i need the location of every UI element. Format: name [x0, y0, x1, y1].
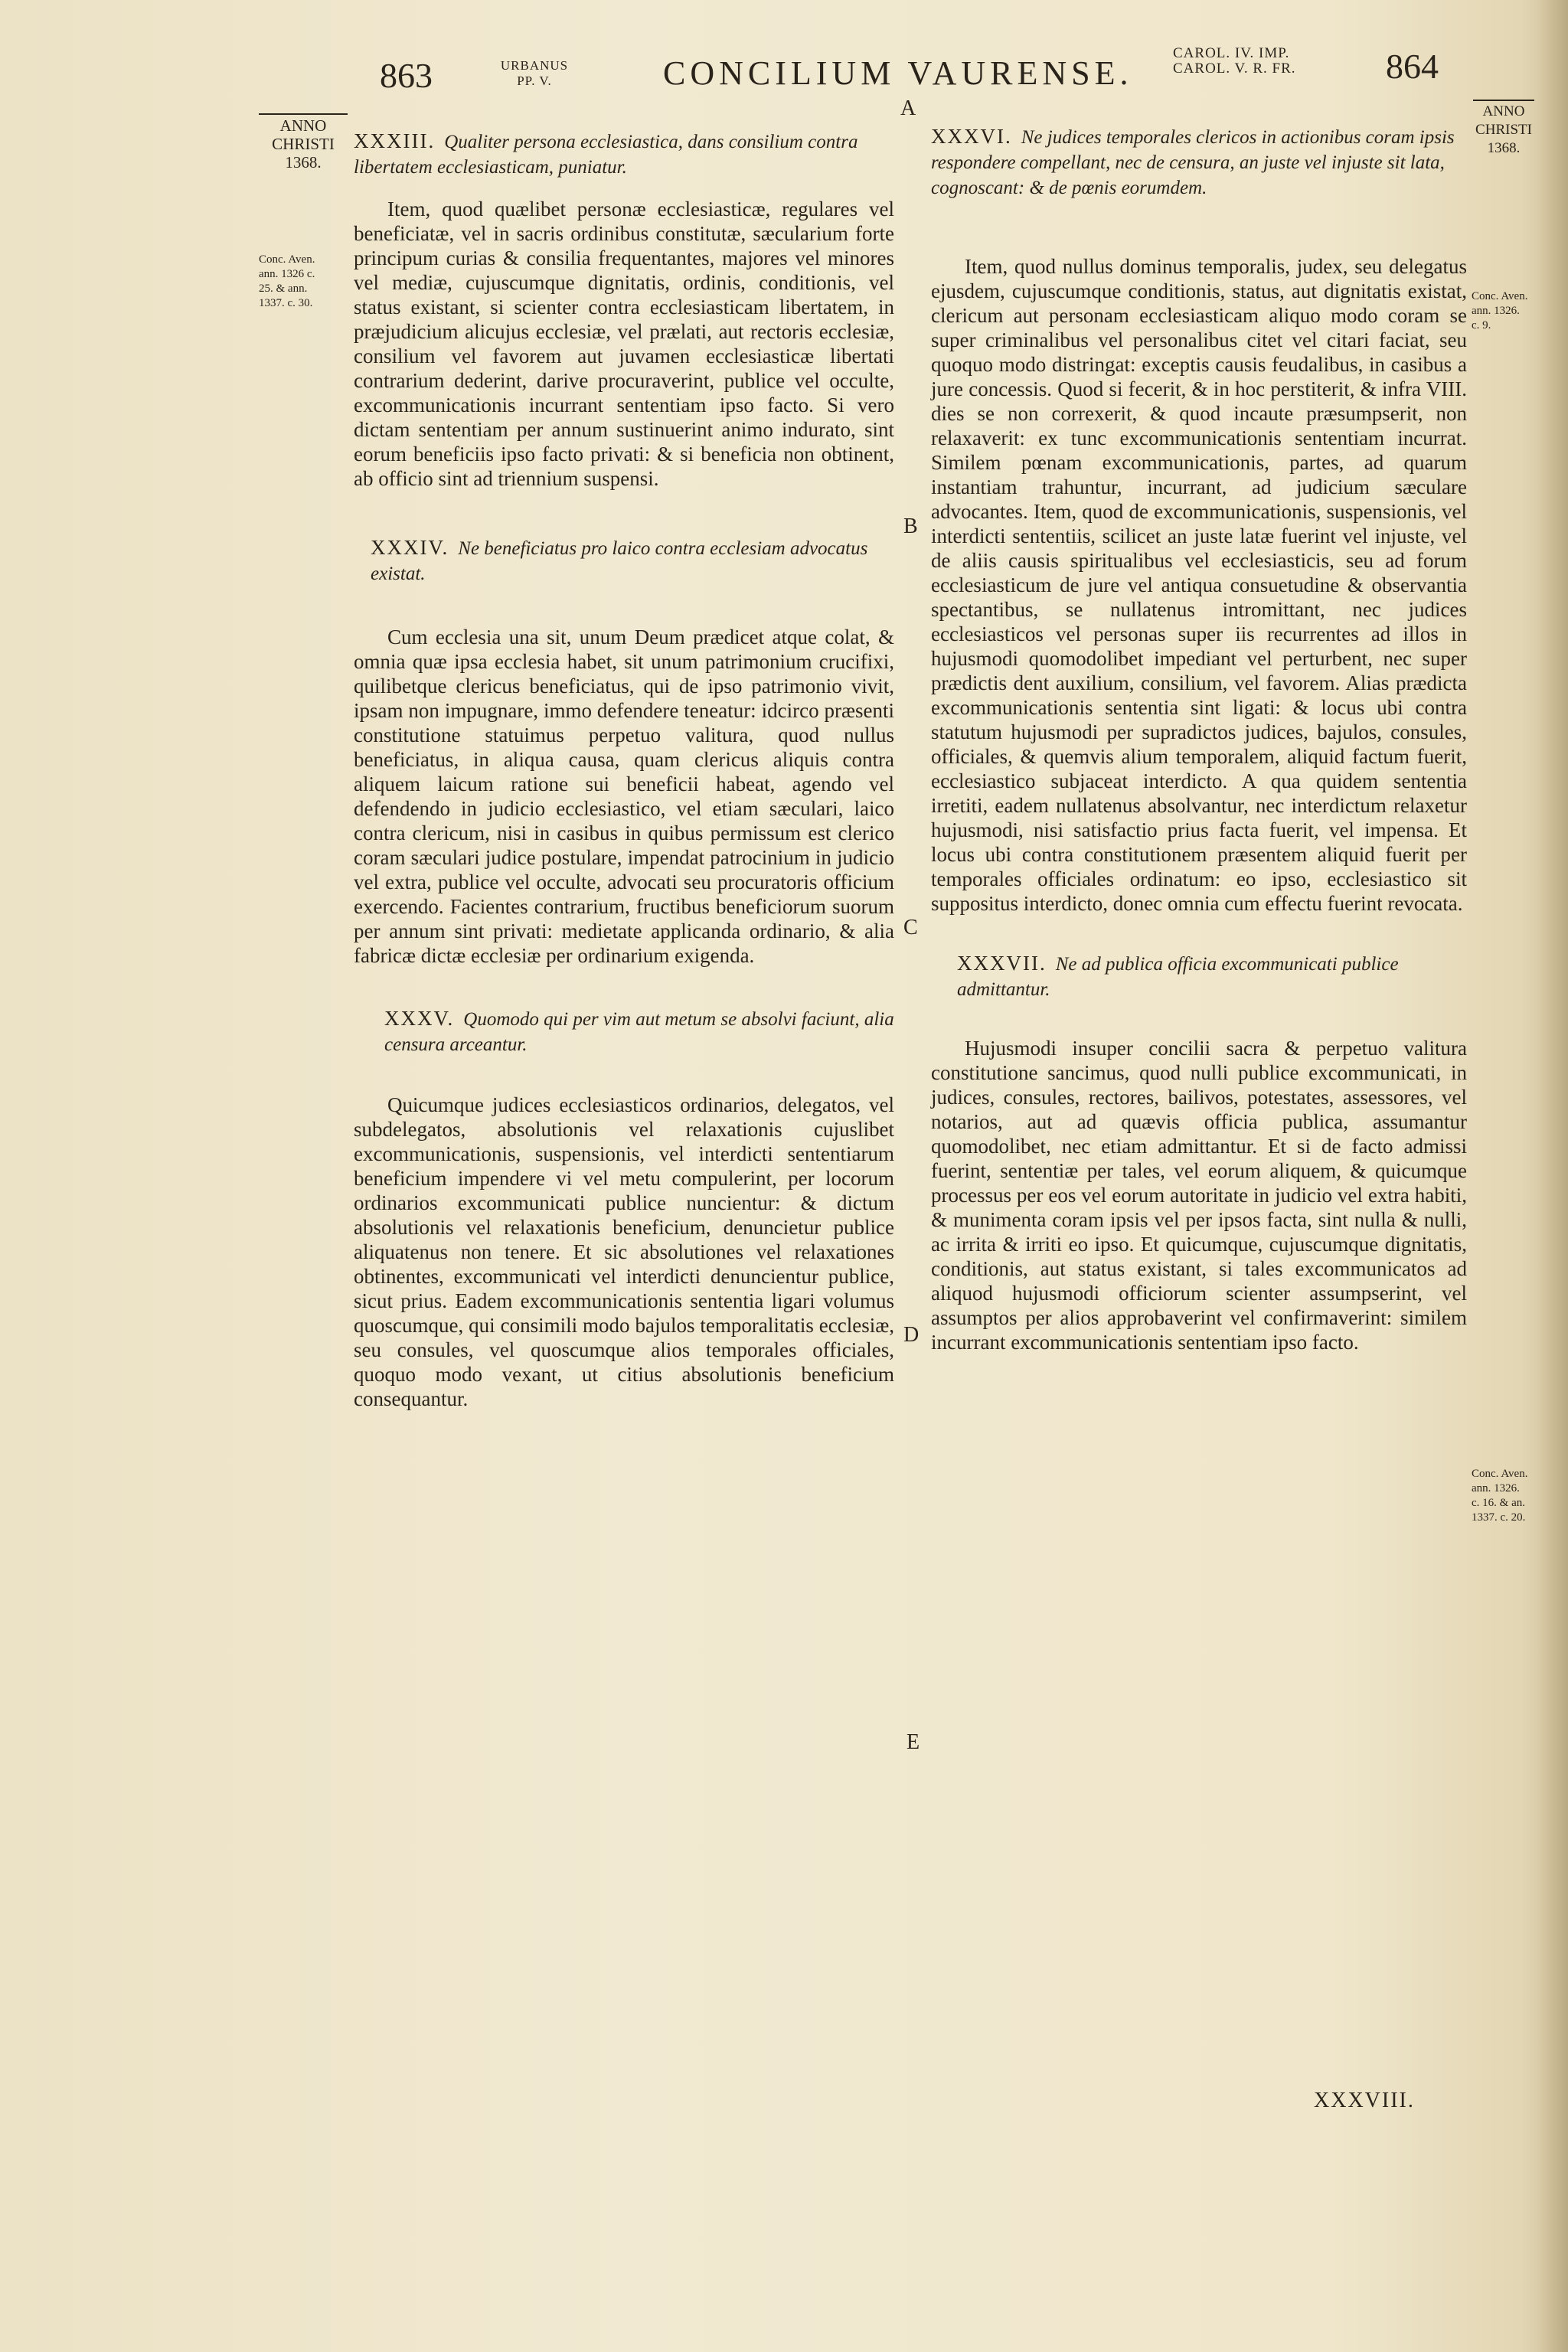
anno-rule	[259, 113, 348, 115]
section-title: Ne beneficiatus pro laico contra ecclesiam advocatus existat.	[371, 538, 868, 584]
anno-line: CHRISTI	[1475, 122, 1532, 138]
folio-left: 863	[380, 56, 433, 95]
running-head-carol	[1173, 46, 1341, 77]
margin-note-line: c. 9.	[1472, 319, 1491, 332]
section-letter-e: E	[906, 1730, 920, 1754]
running-title: CONCILIUM VAURENSE.	[663, 54, 1133, 92]
section-text-xxxiii	[354, 197, 894, 491]
margin-note-left-1	[259, 253, 354, 311]
anno-line: 1368.	[1487, 140, 1521, 156]
anno-line: ANNO	[1482, 103, 1525, 119]
section-paragraph: Cum ecclesia una sit, unum Deum prædicet atque colat, & omnia quæ ipsa ecclesia habet, sit unum patrimonium crucifixi, quilibetque clericus beneficiatus, qui de ipso patrimonio vivit, ipsam non impugnare, immo defendere teneatur: idcirco præsenti constitutione statuimus perpetuo valitura, quod nullus beneficiatus, in aliqua causa, quam clericus aliquis contra aliquem laicum ratione sui beneficii habeat, agendo vel defendendo in judicio ecclesiastico, vel etiam sæculari, laico contra clericum, nisi in casibus in quibus permissum est clerico coram sæculari judice postulare, impendat patrocinium in judicio vel extra, publice vel occulte, advocati seu procuratoris officium exercendo. Facientes contrarium, fructibus beneficiorum suorum per annum sint privati: medietate applicanda ordinario, & alia fabricæ dictæ ecclesiæ per ordinarium exigenda.	[354, 626, 894, 967]
section-title: Ne judices temporales clericos in actionibus coram ipsis respondere compellant, nec de censura, an juste vel injuste sit lata, cognoscant: & de pœnis eorumdem.	[931, 127, 1455, 198]
left-column	[354, 129, 894, 1411]
section-number: XXXVI.	[931, 125, 1012, 148]
section-heading-xxxiii	[354, 129, 894, 180]
section-heading-xxxvii	[931, 951, 1467, 1002]
margin-note-line: ann. 1326 c.	[259, 268, 315, 280]
running-head-line: URBANUS	[500, 58, 569, 73]
margin-note-line: ann. 1326.	[1472, 1482, 1520, 1494]
anno-line: CHRISTI	[272, 135, 335, 153]
section-number: XXXIV.	[371, 536, 449, 559]
margin-note-line: Conc. Aven.	[1472, 1468, 1528, 1480]
anno-christi-right	[1473, 100, 1534, 158]
section-number: XXXVII.	[957, 952, 1047, 975]
section-letter-b: B	[903, 514, 918, 538]
margin-note-right-2	[1472, 1467, 1537, 1525]
section-text-xxxiv	[354, 625, 894, 968]
section-title: Ne ad publica officia excommunicati publice admittantur.	[957, 954, 1399, 1000]
running-head-line: PP. V.	[517, 74, 552, 88]
anno-rule	[1473, 100, 1534, 101]
right-column	[931, 124, 1467, 1354]
section-heading-xxxv	[354, 1006, 894, 1057]
anno-line: 1368.	[285, 153, 322, 172]
section-number: XXXIII.	[354, 129, 436, 152]
margin-note-line: 1337. c. 20.	[1472, 1511, 1526, 1524]
page-gutter	[1539, 0, 1568, 2352]
folio-right: 864	[1386, 47, 1439, 86]
margin-note-line: ann. 1326.	[1472, 305, 1520, 317]
margin-note-right-1	[1472, 289, 1537, 333]
catchword: XXXVIII.	[1314, 2089, 1415, 2112]
section-letter-a: A	[900, 96, 916, 120]
margin-note-line: Conc. Aven.	[1472, 290, 1528, 302]
section-paragraph: Item, quod quælibet personæ ecclesiasticæ, regulares vel beneficiatæ, vel in sacris ordinibus constitutæ, sæcularium forte principum curias & consilia frequentantes, majores vel minores vel mediæ, cujuscumque dignitatis, ordinis, conditionis, vel status existant, si scienter contra ecclesiasticam libertatem, in præjudicium alicujus ecclesiæ, vel prælati, aut rectoris ecclesiæ, consilium vel favorem aut juvamen ecclesiasticæ libertati contrarium dederint, darive procuraverint, publice vel occulte, excommunicationis incurrant sententiam ipso facto. Si vero dictam sententiam per annum sustinuerint animo indurato, sint eorum beneficiis ipso facto privati: & si beneficia non obtinent, ab officio sint ad triennium suspensi.	[354, 198, 894, 490]
margin-note-line: Conc. Aven.	[259, 253, 315, 266]
running-head-urbanus	[488, 58, 580, 89]
section-text-xxxv	[354, 1093, 894, 1411]
section-text-xxxvii	[931, 1036, 1467, 1354]
section-letter-c: C	[903, 916, 918, 939]
section-letter-d: D	[903, 1323, 920, 1347]
section-title: Qualiter persona ecclesiastica, dans consilium contra libertatem ecclesiasticam, puniatur.	[354, 132, 858, 178]
running-head-line: CAROL. IV. IMP.	[1173, 45, 1290, 61]
section-paragraph: Item, quod nullus dominus temporalis, judex, seu delegatus ejusdem, cujuscumque conditionis, status, aut dignitatis existat, clericum aut personam ecclesiasticam aliquo modo coram se super criminalibus vel personalibus citet vel citari faciat, seu quoquo modo distringat: exceptis causis feudalibus, in casibus a jure concessis. Quod si fecerit, & in hoc perstiterit, & infra VIII. dies se non correxerit, & quod incaute præsumpserit, non relaxaverit: ex tunc excommunicationis sententiam incurrat. Similem pœnam excommunicationis, partes, ad quarum instantiam trahuntur, incurrant, ad judicium sæculare advocantes. Item, quod de excommunicationis, suspensionis, vel interdicti sententiis, scilicet an juste latæ fuerint vel injuste, vel de aliis causis spiritualibus vel ecclesiasticis, seu ad forum ecclesiasticum de jure vel antiqua consuetudine & observantia spectantibus, se nullatenus intromittant, nec judices ecclesiasticos vel personas super iis recurrentes ad illos in hujusmodi quomodolibet impediant vel perturbent, nec super prædictis dent auxilium, consilium, vel favorem. Alias prædicta excommunicationis sententia sint ligati: & locus ubi contra statutum hujusmodi per supradictos judices, bajulos, consules, officiales, & quemvis alium temporalem, aliquid factum fuerit, ecclesiastico subjaceat interdicto. A qua quidem sententia irretiti, eadem nullatenus absolvantur, nec interdictum relaxetur hujusmodi, nisi satisfactio prius facta fuerit, vel impensa. Et locus ubi contra constitutionem præsentem aliquid fuerit per temporales officiales ordinatum: eo ipso, ecclesiastico sit suppositus interdicto, donec omnia cum effectu fuerint revocata.	[931, 255, 1467, 915]
section-heading-xxxvi	[931, 124, 1467, 201]
margin-note-line: 1337. c. 30.	[259, 297, 313, 309]
margin-note-line: c. 16. & an.	[1472, 1497, 1525, 1509]
section-paragraph: Hujusmodi insuper concilii sacra & perpetuo valitura constitutione sancimus, quod nulli publice excommunicati, in judices, consules, rectores, bailivos, potestates, assessores, vel notarios, aut ad quævis officia publica, assumantur quomodolibet, nec etiam admittantur. Et si de facto admissi fuerint, sententiæ per tales, vel eorum aliquem, & quicumque processus per eos vel eorum autoritate in judicio vel extra habiti, & munimenta coram ipsis vel per ipsos facta, sint nulla & nulli, ac irrita & irriti eo ipso. Et quicumque, cujuscumque dignitatis, conditionis, aut status existant, si tales excommunicatos ad aliquod hujusmodi officiorum scienter assumpserint, vel assumptos per alios approbaverint vel confirmaverint: similem incurrant excommunicationis sententiam ipso facto.	[931, 1037, 1467, 1354]
margin-note-line: 25. & ann.	[259, 283, 308, 295]
anno-line: ANNO	[279, 116, 327, 135]
section-title: Quomodo qui per vim aut metum se absolvi faciunt, alia censura arceantur.	[384, 1009, 894, 1055]
running-head-line: CAROL. V. R. FR.	[1173, 60, 1296, 77]
section-text-xxxvi	[931, 254, 1467, 916]
section-heading-xxxiv	[354, 535, 894, 586]
anno-christi-left	[259, 113, 348, 172]
section-paragraph: Quicumque judices ecclesiasticos ordinarios, delegatos, vel subdelegatos, absolutionis vel relaxationis cujuslibet excommunicationis, suspensionis, vel interdicti sententiarum beneficium impendere vi vel metu compulerint, per locorum ordinarios excommunicati publice nuncientur: & dictum absolutionis vel relaxationis beneficium, denuncietur publice aliquatenus non tenere. Et sic absolutiones vel relaxationes obtinentes, excommunicati vel interdicti denuncientur publice, sicut prius. Eadem excommunicationis sententia ligari volumus quoscumque, qui consimili modo bajulos temporalitatis ecclesiæ, seu consules, vel quoscumque alios temporales officiales, quoquo modo vexant, ut citius absolutionis beneficium consequantur.	[354, 1093, 894, 1410]
section-number: XXXV.	[384, 1007, 455, 1030]
